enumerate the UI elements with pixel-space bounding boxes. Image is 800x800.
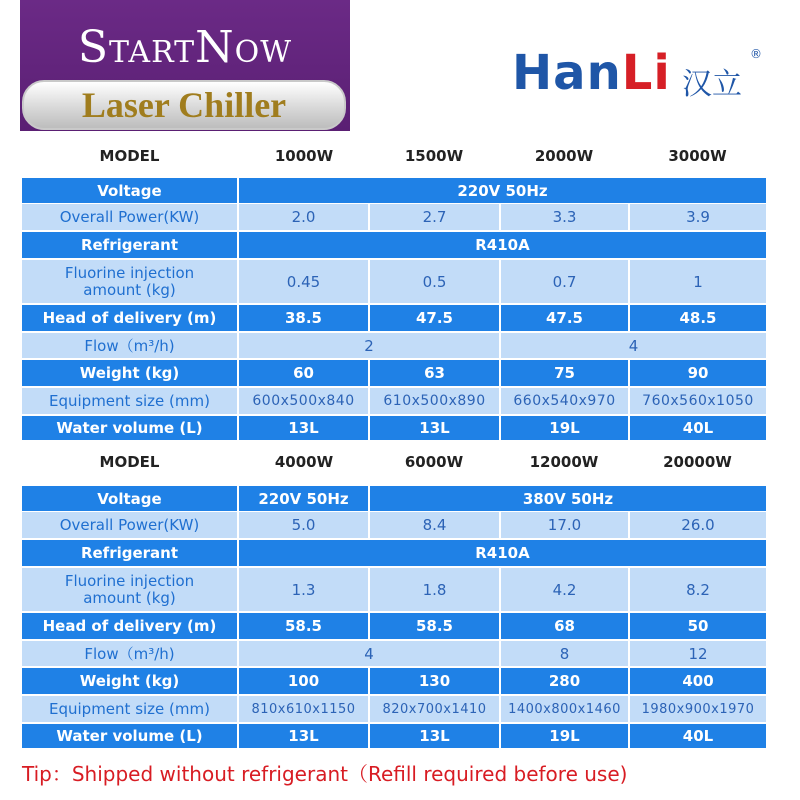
table-row: Equipment size (mm) 600x500x840 610x500x890 660x540x970 760x560x1050 <box>22 388 766 414</box>
table-row: Refrigerant R410A <box>22 540 766 566</box>
product-subtitle: Laser Chiller <box>81 85 287 125</box>
table-row: Water volume (L) 13L 13L 19L 40L <box>22 724 766 748</box>
table-row: Head of delivery (m) 38.5 47.5 47.5 48.5 <box>22 305 766 331</box>
table-row: Overall Power(KW) 5.0 8.4 17.0 26.0 <box>22 512 766 538</box>
table-row: Voltage 220V 50Hz <box>22 176 766 203</box>
table-row: Weight (kg) 100 130 280 400 <box>22 668 766 694</box>
product-subtitle-badge <box>22 80 346 130</box>
table-row: Fluorine injection amount (kg) 1.3 1.8 4.2 8.2 <box>22 568 766 611</box>
table-row: Fluorine injection amount (kg) 0.45 0.5 0.7 1 <box>22 260 766 303</box>
table-row: Voltage 220V 50Hz 380V 50Hz <box>22 484 766 511</box>
table-row: Overall Power(KW) 2.0 2.7 3.3 3.9 <box>22 204 766 230</box>
model-header-row-2: MODEL 4000W 6000W 12000W 20000W <box>99 453 732 471</box>
shipping-tip: Tip：Shipped without refrigerant（Refill required before use) <box>22 762 628 786</box>
model-header-row-1: MODEL 1000W 1500W 2000W 3000W <box>99 147 727 165</box>
brand-logo-text: STARTNOW <box>77 22 293 73</box>
table-row: Flow（m³/h) 2 4 <box>22 333 766 358</box>
table-row: Equipment size (mm) 810x610x1150 820x700x1410 1400x800x1460 1980x900x1970 <box>22 696 766 722</box>
table-row: Flow（m³/h) 4 8 12 <box>22 641 766 666</box>
table-row: Water volume (L) 13L 13L 19L 40L <box>22 416 766 440</box>
table-row: Head of delivery (m) 58.5 58.5 68 50 <box>22 613 766 639</box>
table-row: Weight (kg) 60 63 75 90 <box>22 360 766 386</box>
table-row: Refrigerant R410A <box>22 232 766 258</box>
